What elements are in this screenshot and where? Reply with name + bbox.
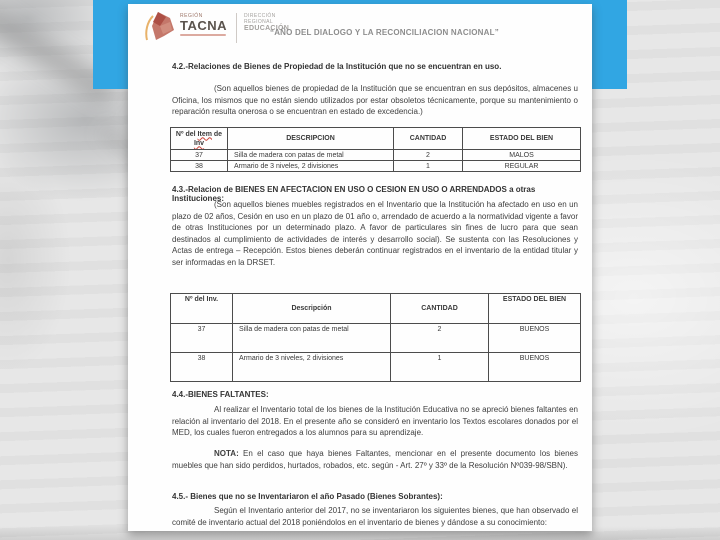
dre-line2: REGIONAL xyxy=(244,18,274,25)
table-header-row xyxy=(171,128,581,150)
document-page xyxy=(128,4,592,531)
section-4-4-nota xyxy=(172,448,578,471)
cell-cantidad: 1 xyxy=(394,161,463,172)
dre-line1: DIRECCIÓN xyxy=(244,13,276,19)
header-cantidad: CANTIDAD xyxy=(391,294,489,324)
document-motto: “AÑO DEL DIALOGO Y LA RECONCILIACION NACIONAL” xyxy=(270,28,499,37)
table-row xyxy=(171,150,581,161)
header-item-suffix: de xyxy=(211,130,223,138)
section-4-3-heading: 4.3.-Relacion de BIENES EN AFECTACION EN USO O CESION EN USO O ARRENDADOS a otras Instituciones: xyxy=(172,185,536,203)
cell-cantidad: 2 xyxy=(391,324,489,353)
section-4-5-heading: 4.5.- Bienes que no se Inventariaron el año Pasado (Bienes Sobrantes): xyxy=(172,492,443,501)
header-inv: Nº del Inv. xyxy=(171,294,233,324)
table-row xyxy=(171,324,581,353)
header-estado: ESTADO DEL BIEN xyxy=(463,128,581,150)
header-descripcion: Descripción xyxy=(233,294,391,324)
cell-descripcion: Silla de madera con patas de metal xyxy=(228,150,394,161)
cell-descripcion: Armario de 3 niveles, 2 divisiones xyxy=(233,353,391,382)
section-4-4-paragraph: Al realizar el Inventario total de los bienes de la Institución Educativa no se apreció bienes faltantes en relación al inventario del 2018. En el presente año se consideró en inventario los Textos escolares donados por el MED, los cuales fueron entregados a los alumnos para su aprendizaje. xyxy=(172,405,578,437)
table-row xyxy=(171,161,581,172)
cell-inv: 38 xyxy=(171,353,233,382)
logo-tagline xyxy=(180,34,226,36)
header-estado: ESTADO DEL BIEN xyxy=(489,294,581,324)
table-row xyxy=(171,353,581,382)
section-4-2-paragraph: (Son aquellos bienes de propiedad de la Institución que se encuentran en sus depósitos, almacenes u Oficina, los mismos que no están siendo utilizados por estar obsoletos técnicamente, porque su mantenimiento o reparación resulta onerosa o se encuentran en estado de excedencia.) xyxy=(172,84,578,116)
section-4-4-heading: 4.4.-BIENES FALTANTES: xyxy=(172,390,269,399)
cell-cantidad: 1 xyxy=(391,353,489,382)
header-cantidad: CANTIDAD xyxy=(394,128,463,150)
cell-estado: REGULAR xyxy=(463,161,581,172)
section-4-5-paragraph: Según el Inventario anterior del 2017, no se inventariaron los siguientes bienes, que han observado el comité de inventario actual del 2018 poniéndolos en el inventario de bienes y dándose a su conocimiento: xyxy=(172,506,578,527)
header-item-inv xyxy=(171,128,228,150)
cell-cantidad: 2 xyxy=(394,150,463,161)
nota-label: NOTA: xyxy=(214,449,239,458)
section-4-2-heading: 4.2.-Relaciones de Bienes de Propiedad de la Institución que no se encuentran en uso. xyxy=(172,62,502,71)
cell-inv: 37 xyxy=(171,324,233,353)
cell-inv: 37 xyxy=(171,150,228,161)
header-descripcion: DESCRIPCION xyxy=(228,128,394,150)
header-item-word: Item xyxy=(197,130,212,138)
cell-descripcion: Armario de 3 niveles, 2 divisiones xyxy=(228,161,394,172)
nota-text: En el caso que haya bienes Faltantes, mencionar en el presente documento los bienes muebles que han sido perdidos, hurtados, robados, etc. según - Art. 27º y 33º de la Resolución Nº039-98/SBN). xyxy=(172,449,578,470)
section-4-3-paragraph: (Son aquellos bienes muebles registrados en el Inventario que la Institución ha afectado en uso en un plazo de 02 años, Cesión en uso en un plazo de 01 año o, arrendado de acuerdo a la normatividad vigente a favor de otras Instituciones por un determinado plazo. A favor de particulares sin fines de lucro para que sean destinados al cumplimiento de actividades de interés y desarrollo social). Se sustenta con las Resoluciones y Actas de entrega – Recepción. Estos bienes deberán continuar registrados en el inventario de la entidad titular y ser informadas en la DRSET. xyxy=(172,200,578,267)
cell-estado: MALOS xyxy=(463,150,581,161)
table-header-row xyxy=(171,294,581,324)
cell-estado: BUENOS xyxy=(489,353,581,382)
logo-region-label: REGIÓN xyxy=(180,13,203,19)
logo-text xyxy=(180,10,227,36)
tacna-map-icon xyxy=(144,10,178,48)
table-bienes-no-uso xyxy=(170,127,581,172)
table-bienes-afectacion xyxy=(170,293,581,382)
header-item-prefix: Nº del xyxy=(175,130,198,138)
dre-line3: EDUCACIÓN xyxy=(244,25,290,32)
cell-inv: 38 xyxy=(171,161,228,172)
cell-estado: BUENOS xyxy=(489,324,581,353)
logo-divider xyxy=(236,13,237,43)
header-inv-word: Inv xyxy=(193,139,205,147)
logo-region-name: TACNA xyxy=(180,18,228,33)
cell-descripcion: Silla de madera con patas de metal xyxy=(233,324,391,353)
